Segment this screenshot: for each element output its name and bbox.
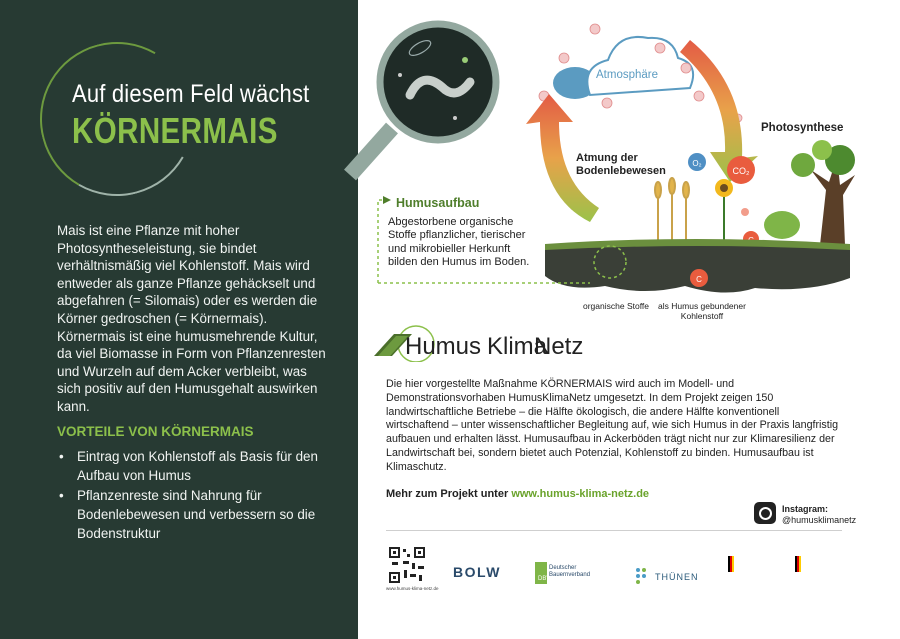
benefits-list [57,447,327,544]
bound-carbon-label: als Humus gebundener Kohlenstoff [658,301,746,321]
benefit-item: • Eintrag von Kohlenstoff als Basis für den Aufbau von Humus [57,447,327,485]
humus-klima-netz-logo [372,322,622,362]
atmosphere-label: Atmosphäre [596,69,659,81]
tree-icon [791,140,855,245]
svg-text:Klima: Klima [487,333,548,360]
svg-text:Netz: Netz [534,333,584,360]
humus-bracket [378,200,386,283]
dbv-label: Deutscher Bauernverband [549,565,591,578]
magnifier-handle [350,128,392,175]
svg-text:O₂: O₂ [692,159,702,168]
svg-text:C: C [696,275,702,284]
humus-arrow-icon [383,196,391,204]
cloud-icon [553,37,693,99]
humus-description: Abgestorbene organische Stoffe pflanzlicher, tierischer und mikrobieller Herkunft bilden den Humus im Boden. [388,216,530,268]
qr-code[interactable] [388,546,426,584]
bolw-logo: BOLW [453,564,501,580]
respiration-label: Atmung der Bodenlebewesen [576,152,666,177]
photosynthesis-label: Photosynthese [761,122,844,134]
intro-paragraph: Mais ist eine Pflanze mit hoher Photosyntheseleistung, sie bindet verhältnismäßig viel Kohlenstoff. Mais wird entweder als ganze Pflanze gehäckselt und abgefahren (= Silomais) oder es werden die Körner gedroschen (= Körnermais). Körnermais ist eine humusmehrende Kultur, da viel Biomasse in Form von Pflanzenresten und Wurzeln auf dem Acker verbleibt, was sich positiv auf den Humusgehalt auswirken kann. [57,223,326,414]
project-description: Die hier vorgestellte Maßnahme KÖRNERMAIS wird auch im Modell- und Demonstrationsvorhaben HumusKlimaNetz umgesetzt. In dem Projekt zeigen 150 landwirtschaftliche Betriebe – die Hälfte ökologisch, die andere Hälfte konventionell wirtschaftend – unter wissenschaftlicher Begleitung auf, wie sich Humus in der Praxis langfristig aufbauen und erhalten lässt. Humusaufbau in Ackerböden trägt nicht nur zur Klimaresilienz der Landwirtschaft bei, sondern bietet auch Potenzial, Kohlenstoff zu binden. Humusaufbau ist Klimaschutz. [386,378,839,473]
instagram-label: Instagram: [782,504,829,514]
federal-eagle-icon [728,556,738,572]
shrub-icon [764,211,800,239]
svg-text:CO₂: CO₂ [732,166,750,176]
project-link[interactable]: www.humus-klima-netz.de [511,488,650,500]
organic-matter-label: organische Stoffe [583,301,649,311]
benefit-item: • Pflanzenreste sind Nahrung für Bodenlebewesen und verbessern so die Bodenstruktur [57,486,327,543]
more-info [386,488,649,500]
humus-title: Humusaufbau [396,196,480,210]
instagram-info [782,504,856,526]
benefits-title: VORTEILE VON KÖRNERMAIS [57,424,254,439]
qr-caption: www.humus-klima-netz.de [386,586,439,591]
thuenen-logo-mark [634,566,652,584]
instagram-handle[interactable]: @humusklimanetz [782,515,857,525]
sunflower-icon [715,179,733,240]
federal-eagle-icon-2 [795,556,805,572]
grain-plants-icon [655,178,689,240]
more-info-label: Mehr zum Projekt unter [386,488,509,500]
divider [386,530,842,531]
svg-text:DBV: DBV [538,576,551,582]
instagram-icon[interactable] [754,502,776,524]
headline-crop-name: KÖRNERMAIS [72,110,278,151]
headline-line-1: Auf diesem Feld wächst [72,80,310,108]
microbe-icon [462,57,468,63]
svg-text:Humus: Humus [405,333,482,360]
thuenen-logo: THÜNEN [655,572,699,582]
